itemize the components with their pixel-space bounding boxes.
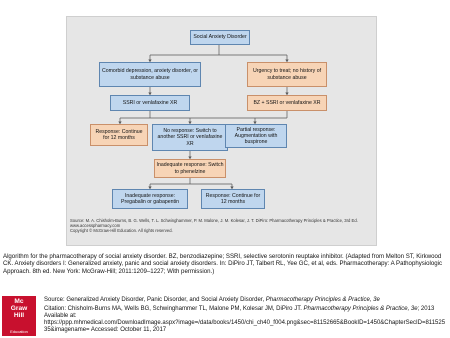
- figure-caption: Algorithm for the pharmacotherapy of social anxiety disorder. BZ, benzodiazepine; SSRI, selective serotonin reuptake inhibitor. (Adapted from Melton ST, Kirkwood CK. Anxiety disorders I: Generalized anxiety, panic and social anxiety disorders. In: DiPiro JT, Talbert RL, Yee GC, et al, eds. Pharmacotherapy: A Pathophysiologic Approach. 8th ed. New York: McGraw-Hill; 2011:1209–1227; With permission.): [3, 253, 443, 275]
- node-ssri: [110, 95, 190, 111]
- node-label: No response: Switch to another SSRI or venlafaxine XR: [157, 128, 223, 147]
- footer-citation-prefix: Citation: Chisholm-Burns MA, Wells BG, Schwinghammer TL, Malone PM, Kolesar JM, DiPiro JT.: [44, 306, 304, 312]
- node-bz-ssri: [247, 95, 327, 111]
- node-response-continue: [90, 124, 148, 146]
- footer-citation-suffix: ; 2013 Available at:: [44, 306, 435, 319]
- footer-source-prefix: Source: Generalized Anxiety Disorder, Panic Disorder, and Social Anxiety Disorder,: [44, 297, 266, 303]
- node-label: Social Anxiety Disorder: [193, 34, 247, 41]
- node-no-response-switch: [152, 124, 228, 151]
- node-label: Response: Continue for 12 months: [95, 128, 143, 141]
- node-response-continue-2: [201, 189, 265, 209]
- logo-line-3: Hill: [13, 312, 25, 320]
- figure-source-text: Source: M. A. Chisholm-Burns, B. G. Wells, T. L. Schwinghammer, P. M. Malone, J. M. Kolesar, J. T. DiPiro: Pharmacotherapy Principles & Practice, 3rd Ed. www.accesspharmacy.com: [70, 218, 358, 229]
- logo-line-2: Graw: [10, 305, 28, 313]
- node-label: Partial response: Augmentation with buspirone: [234, 126, 278, 146]
- node-label: Comorbid depression, anxiety disorder, or substance abuse: [101, 68, 199, 81]
- node-label: SSRI or venlafaxine XR: [122, 99, 178, 106]
- node-urgency: [247, 62, 327, 87]
- node-label: Urgency to treat; no history of substance abuse: [252, 68, 322, 81]
- node-partial-response: [225, 124, 287, 148]
- logo-text: [2, 298, 36, 320]
- footer-source-title: Pharmacotherapy Principles & Practice, 3e: [265, 297, 380, 303]
- node-comorbid: [99, 62, 201, 87]
- node-label: BZ + SSRI or venlafaxine XR: [253, 99, 321, 106]
- logo-education: Education: [10, 329, 28, 334]
- node-pregabalin-gabapentin: [112, 189, 188, 209]
- node-label: Inadequate response: Pregabalin or gabapentin: [121, 192, 179, 205]
- footer-url[interactable]: https://ppp.mhmedical.com/DownloadImage.aspx?image=/data/books/1450/chi_ch40_f004.png&sec=81152665&BookID=1450&ChapterSecID=81152535&imagename= Accessed: October 11, 2017: [44, 320, 446, 333]
- node-label: Response: Continue for 12 months: [205, 192, 261, 205]
- node-social-anxiety-disorder: [190, 30, 250, 45]
- figure-copyright: Copyright © McGraw-Hill Education. All rights reserved.: [70, 228, 173, 234]
- footer-citation-title: Pharmacotherapy Principles & Practice, 3e: [303, 306, 418, 312]
- node-switch-phenelzine: [154, 159, 226, 178]
- footer-citation: [44, 306, 448, 320]
- node-label: Inadequate response: Switch to phenelzine: [156, 162, 224, 175]
- figure-source: [70, 218, 370, 234]
- logo-line-1: Mc: [14, 298, 24, 305]
- footer-source: [44, 297, 380, 304]
